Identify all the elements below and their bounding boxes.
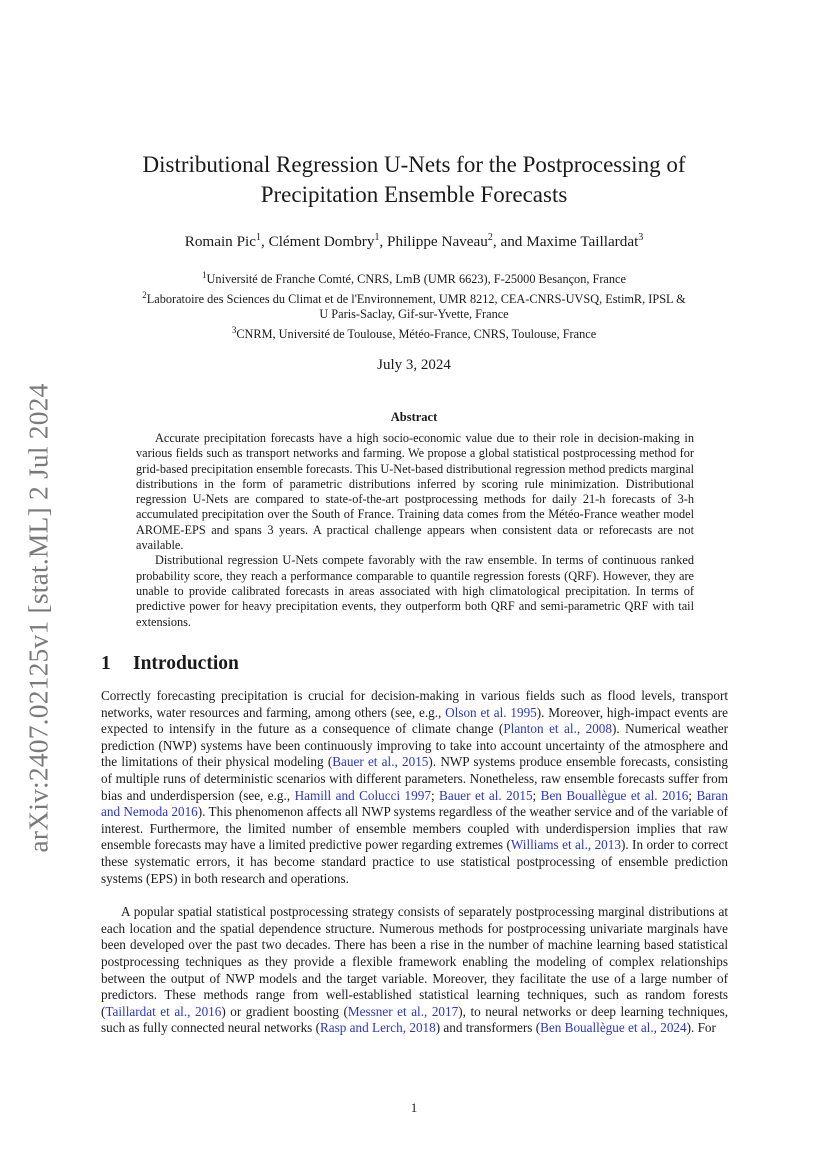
affiliation-text: CNRM, Université de Toulouse, Météo-France, CNRS, Toulouse, France — [236, 326, 597, 341]
abstract-body — [136, 431, 694, 630]
affiliation-line — [80, 268, 748, 288]
title-line-2: Precipitation Ensemble Forecasts — [260, 182, 568, 207]
body-paragraph — [101, 904, 728, 1037]
author-name: Clément Dombry — [268, 233, 375, 251]
affiliation-text: Université de Franche Comté, CNRS, LmB (UMR 6623), F-25000 Besançon, France — [206, 272, 626, 287]
affiliation-text: Laboratoire des Sciences du Climat et de l'Environnement, UMR 8212, CEA-CNRS-UVSQ, EstimR, IPSL & — [146, 291, 686, 306]
abstract-paragraph: Accurate precipitation forecasts have a high socio-economic value due to their role in decision-making in various fields such as transport networks and farming. We propose a global statistical postprocessing method for grid-based precipitation ensemble forecasts. This U-Net-based distributional regression method predicts marginal distributions in the form of parametric distributions inferred by scoring rule minimization. Distributional regression U-Nets are compared to state-of-the-art postprocessing methods for daily 21-h forecasts of 3-h accumulated precipitation over the South of France. Training data comes from the Météo-France weather model AROME-EPS and spans 3 years. A practical challenge appears when consistent data or reforecasts are not available. — [136, 431, 694, 553]
abstract-paragraph: Distributional regression U-Nets compete favorably with the raw ensemble. In terms of continuous ranked probability score, they reach a performance comparable to quantile regression forests (QRF). However, they are unable to provide calibrated forecasts in areas associated with high climatological precipitation. In terms of predictive power for heavy precipitation events, they outperform both QRF and semi-parametric QRF with tail extensions. — [136, 553, 694, 629]
arxiv-identifier: arXiv:2407.02125v1 [stat.ML] 2 Jul 2024 — [23, 383, 54, 853]
author-separator: , and — [492, 233, 527, 251]
citation-link[interactable]: Bauer et al. 2015 — [439, 787, 533, 803]
citation-link[interactable]: Baran and Nemoda 2016 — [101, 787, 729, 820]
body-text: ; — [430, 787, 440, 803]
abstract-heading: Abstract — [390, 410, 438, 424]
body-text: Correctly forecasting precipitation is crucial for decision-making in various fields such as flood levels, transport networks, water resources and farming, among others (see, e.g., — [101, 688, 728, 720]
body-text: A popular spatial statistical postprocessing strategy consists of separately postprocessing marginal distributions at each location and the spatial dependence structure. Numerous methods for postprocessing univariate marginals have been developed over the past two decades. There has been a rise in the number of machine learning based statistical postprocessing techniques as they provide a flexible framework enabling the modeling of complex relationships between the output of NWP models and the target variable. Moreover, they facilitate the use of a large number of predictors. These methods range from well-established statistical learning techniques, such as random forests ( — [101, 904, 728, 1019]
publication-date: July 3, 2024 — [377, 357, 451, 373]
citation-link[interactable]: Rasp and Lerch, 2018 — [320, 1020, 436, 1036]
body-text: ). Moreover, high-impact events are expected to intensify in the future as a consequence of climate change ( — [101, 704, 728, 737]
author-affiliation-mark: 1 — [255, 232, 261, 243]
affiliation-mark: 2 — [142, 289, 147, 300]
body-text: ). In order to correct these systematic errors, it has become standard practice to use statistical postprocessing of ensemble prediction systems (EPS) in both research and operations. — [101, 837, 728, 886]
body-text: ) or gradient boosting ( — [221, 1003, 348, 1019]
author-affiliation-mark: 2 — [487, 232, 493, 243]
author-affiliation-mark: 3 — [638, 232, 644, 243]
body-paragraph — [101, 688, 728, 887]
author-name: Maxime Taillardat — [526, 233, 639, 251]
introduction-body — [101, 688, 728, 1054]
author-separator: , — [260, 233, 269, 251]
citation-link[interactable]: Ben Bouallègue et al. 2016 — [540, 787, 689, 803]
paper-title — [80, 150, 748, 210]
citation-link[interactable]: Planton et al., 2008 — [503, 721, 612, 737]
page-number: 1 — [410, 1100, 418, 1115]
author-list — [80, 228, 748, 252]
body-text: ) and transformers ( — [435, 1020, 541, 1036]
body-text: ; — [688, 787, 697, 803]
author-name: Philippe Naveau — [387, 233, 488, 251]
affiliation-line — [80, 307, 748, 323]
body-text: ). For — [686, 1020, 716, 1036]
affiliation-line — [80, 288, 748, 308]
author-name: Romain Pic — [184, 233, 256, 251]
affiliation-mark: 3 — [231, 324, 237, 335]
body-text: ). NWP systems produce ensemble forecasts, consisting of multiple runs of deterministic scenarios with different parameters. Nonetheless, raw ensemble forecasts suffer from bias and underdispersion (see, e.g., — [101, 754, 728, 803]
citation-link[interactable]: Messner et al., 2017 — [347, 1003, 459, 1019]
body-text: ). This phenomenon affects all NWP systems regardless of the weather service and of the variable of interest. Furthermore, the limited number of ensemble members coupled with underdispersion implies that raw ensemble forecasts may have a limited predictive power regarding extremes ( — [101, 804, 728, 853]
author-affiliation-mark: 1 — [374, 232, 380, 243]
section-heading — [101, 653, 239, 675]
citation-link[interactable]: Hamill and Colucci 1997 — [294, 787, 431, 803]
body-text: ), to neural networks or deep learning techniques, such as fully connected neural networks ( — [101, 1003, 728, 1036]
affiliation-line — [80, 323, 748, 343]
affiliation-text: U Paris-Saclay, Gif-sur-Yvette, France — [319, 307, 509, 322]
section-number: 1 — [101, 653, 111, 674]
title-line-1: Distributional Regression U-Nets for the Postprocessing of — [142, 152, 686, 177]
arxiv-sidebar-stamp — [10, 374, 68, 862]
citation-link[interactable]: Taillardat et al., 2016 — [105, 1003, 222, 1019]
citation-link[interactable]: Ben Bouallègue et al., 2024 — [540, 1020, 687, 1036]
citation-link[interactable]: Williams et al., 2013 — [510, 837, 621, 853]
affiliation-list — [80, 268, 748, 342]
author-separator: , — [379, 233, 388, 251]
affiliation-mark: 1 — [202, 270, 207, 280]
body-text: ). Numerical weather prediction (NWP) systems have been continuously improving to take into account uncertainty of the atmosphere and the limitations of their physical modeling ( — [101, 721, 728, 770]
section-title: Introduction — [133, 653, 239, 674]
citation-link[interactable]: Olson et al. 1995 — [445, 704, 537, 720]
body-text: ; — [532, 787, 541, 803]
citation-link[interactable]: Bauer et al., 2015 — [332, 754, 429, 770]
